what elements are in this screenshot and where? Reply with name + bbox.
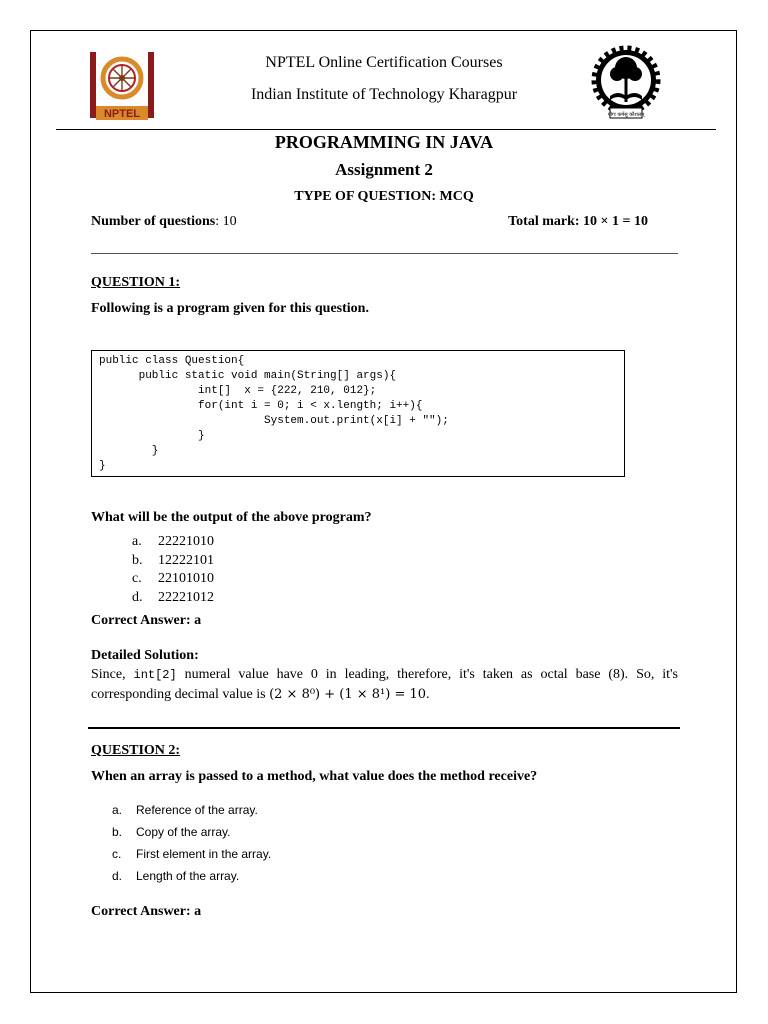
question-2-options: [112, 799, 271, 887]
total-mark: Total mark: 10 × 1 = 10: [508, 214, 648, 229]
question-separator: [88, 727, 680, 729]
solution-math: (2 × 8⁰) + (1 × 8¹) = 10: [269, 687, 427, 702]
header-line-1: NPTEL Online Certification Courses: [265, 54, 503, 71]
code-text: public class Question{ public static void main(String[] args){ int[] x = {222, 210, 012}; for(int i = 0; i < x.length; i++){ System.out.print(x[i] + ""); } } }: [99, 355, 449, 472]
option-letter: a.: [112, 803, 123, 817]
number-of-questions-label: Number of questions: [91, 214, 216, 229]
iit-kharagpur-logo: [590, 44, 662, 122]
course-title: PROGRAMMING IN JAVA: [274, 132, 494, 152]
number-of-questions: [91, 214, 237, 230]
option-letter: c.: [132, 571, 142, 586]
option-letter: b.: [132, 552, 143, 568]
code-block: [91, 350, 625, 477]
svg-text:योगः कर्मसु कौशलम्: योगः कर्मसु कौशलम्: [607, 112, 645, 118]
question-2-prompt: When an array is passed to a method, what value does the method receive?: [91, 769, 538, 784]
solution-post: numeral value have 0 in leading, therefore, it's taken as octal base (8). So, it's corresponding decimal value is: [91, 667, 678, 702]
option-text: 12222101: [158, 552, 214, 568]
option-text: 22221010: [158, 534, 214, 549]
option-letter: b.: [112, 825, 123, 839]
question-1-prompt: What will be the output of the above program?: [91, 510, 372, 525]
option-c: [132, 570, 214, 589]
option-text: Copy of the array.: [136, 825, 231, 839]
question-2-heading: QUESTION 2:: [91, 743, 181, 758]
option-d: [132, 589, 214, 608]
option-text: First element in the array.: [136, 847, 272, 861]
header-divider: [56, 129, 716, 130]
number-of-questions-value: : 10: [215, 214, 237, 229]
option-text: Reference of the array.: [136, 803, 258, 817]
option-letter: a.: [132, 534, 142, 549]
question-1-answer: Correct Answer: a: [91, 613, 202, 628]
question-1-options: [132, 533, 214, 607]
question-2-answer: Correct Answer: a: [91, 904, 202, 919]
option-letter: d.: [132, 589, 143, 605]
solution-text: [91, 665, 678, 705]
solution-code: int[2]: [133, 668, 177, 682]
svg-text:NPTEL: NPTEL: [103, 108, 141, 120]
solution-end: .: [426, 687, 430, 702]
solution-heading: Detailed Solution:: [91, 648, 199, 663]
option-letter: c.: [112, 847, 122, 861]
section-divider: [91, 253, 678, 254]
option-a: [132, 533, 214, 552]
option-a: [112, 799, 271, 821]
option-d: [112, 865, 271, 887]
option-text: 22221012: [158, 589, 214, 605]
solution-pre: Since,: [91, 667, 134, 682]
option-text: 22101010: [158, 571, 214, 586]
option-b: [132, 552, 214, 571]
option-letter: d.: [112, 869, 123, 883]
question-type: TYPE OF QUESTION: MCQ: [294, 189, 474, 204]
option-c: [112, 843, 271, 865]
option-b: [112, 821, 271, 843]
header-line-2: Indian Institute of Technology Kharagpur: [250, 86, 518, 103]
assignment-title: Assignment 2: [335, 160, 433, 179]
question-1-heading: QUESTION 1:: [91, 275, 181, 290]
question-1-intro: Following is a program given for this question.: [91, 301, 369, 316]
option-text: Length of the array.: [136, 869, 240, 883]
